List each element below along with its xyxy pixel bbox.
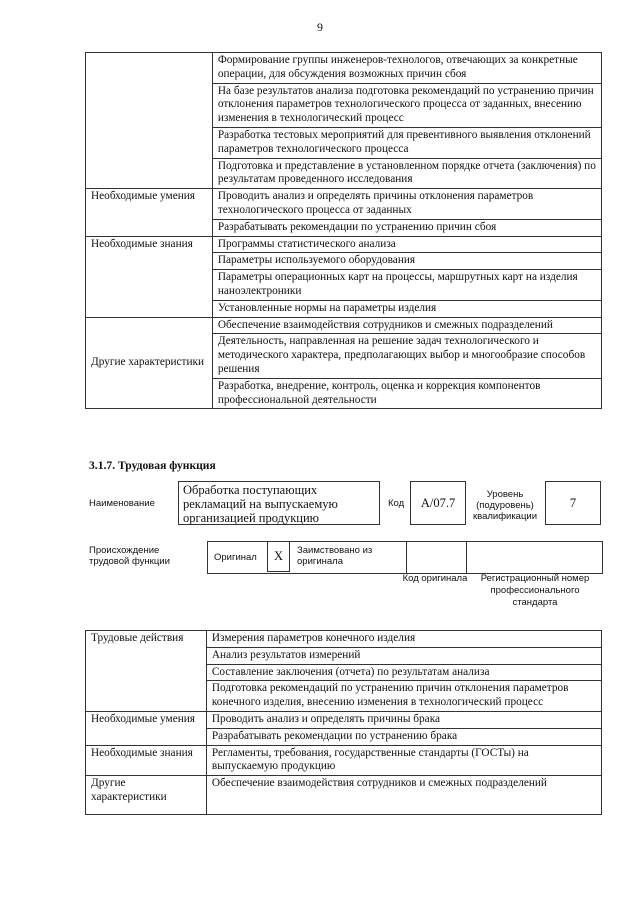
list-item: Регламенты, требования, государственные стандарты (ГОСТы) на выпускаемую продукцию <box>206 745 601 776</box>
name-label: Наименование <box>89 498 155 509</box>
table-row <box>86 745 602 776</box>
qualification-level-value: 7 <box>545 481 601 525</box>
list-item: Подготовка рекомендаций по устранению причин отклонения параметров конечного изделия, внесению изменения в технологический процесс <box>206 681 601 712</box>
list-item: Составление заключения (отчета) по результатам анализа <box>206 664 601 681</box>
table-row <box>86 53 602 84</box>
work-function-table <box>85 630 602 815</box>
origin-label: Происхождение трудовой функции <box>89 545 170 567</box>
table-row <box>86 236 602 253</box>
table-row <box>86 711 602 728</box>
row-label-knowledge: Необходимые знания <box>86 236 213 317</box>
original-checkbox: X <box>267 541 290 572</box>
list-item: Разрабатывать рекомендации по устранению брака <box>206 728 601 745</box>
original-label: Оригинал <box>214 552 257 563</box>
list-item: Анализ результатов измерений <box>206 647 601 664</box>
qualification-level-label: Уровень (подуровень) квалификации <box>472 489 538 522</box>
list-item: Разработка тестовых мероприятий для превентивного выявления отклонений параметров технологического процесса <box>212 127 601 158</box>
row-label-skills: Необходимые умения <box>86 189 213 236</box>
code-value: A/07.7 <box>410 481 466 525</box>
work-function-table-continued <box>85 52 602 409</box>
borrowed-label: Заимствовано из оригинала <box>297 545 373 567</box>
code-original-caption: Код оригинала <box>402 573 468 584</box>
table-row <box>86 189 602 220</box>
list-item: Обеспечение взаимодействия сотрудников и смежных подразделений <box>206 776 601 815</box>
row-label-skills: Необходимые умения <box>86 711 207 745</box>
table-row <box>86 317 602 334</box>
list-item: Измерения параметров конечного изделия <box>206 631 601 648</box>
row-label-knowledge: Необходимые знания <box>86 745 207 776</box>
code-label: Код <box>388 498 405 509</box>
list-item: Установленные нормы на параметры изделия <box>212 300 601 317</box>
list-item: Подготовка и представление в установленном порядке отчета (заключения) по результатам проведенного исследования <box>212 158 601 189</box>
list-item: Проводить анализ и определять причины отклонения параметров технологического процесса от заданных <box>212 189 601 220</box>
list-item: Параметры используемого оборудования <box>212 253 601 270</box>
list-item: Разработка, внедрение, контроль, оценка и коррекция компонентов профессиональной деятельности <box>212 378 601 409</box>
table-row <box>86 776 602 815</box>
table-row <box>86 631 602 648</box>
list-item: Обеспечение взаимодействия сотрудников и смежных подразделений <box>212 317 601 334</box>
section-title: 3.1.7. Трудовая функция <box>89 459 216 472</box>
list-item: На базе результатов анализа подготовка рекомендаций по устранению причин отклонения параметров технологического процесса от заданных, внесению изменения в технологический процесс <box>212 83 601 127</box>
row-label-actions: Трудовые действия <box>86 631 207 712</box>
list-item: Программы статистического анализа <box>212 236 601 253</box>
page-number: 9 <box>317 20 323 34</box>
reg-number-caption: Регистрационный номер профессионального стандарта <box>480 573 590 608</box>
row-label <box>86 53 213 189</box>
list-item: Параметры операционных карт на процессы, маршрутных карт на изделия наноэлектроники <box>212 270 601 301</box>
list-item: Формирование группы инженеров-технологов, отвечающих за конкретные операции, для обсуждения возможных причин сбоя <box>212 53 601 84</box>
list-item: Деятельность, направленная на решение задач технологического и методического характера, предполагающих выбор и многообразие способов решения <box>212 334 601 378</box>
row-label-other: Другие характеристики <box>86 776 207 815</box>
list-item: Проводить анализ и определять причины брака <box>206 711 601 728</box>
code-original-cell <box>406 541 467 574</box>
row-label-other: Другие характеристики <box>86 317 213 409</box>
function-name-value: Обработка поступающих рекламаций на выпускаемую организацией продукцию <box>178 481 380 525</box>
list-item: Разрабатывать рекомендации по устранению причин сбоя <box>212 219 601 236</box>
